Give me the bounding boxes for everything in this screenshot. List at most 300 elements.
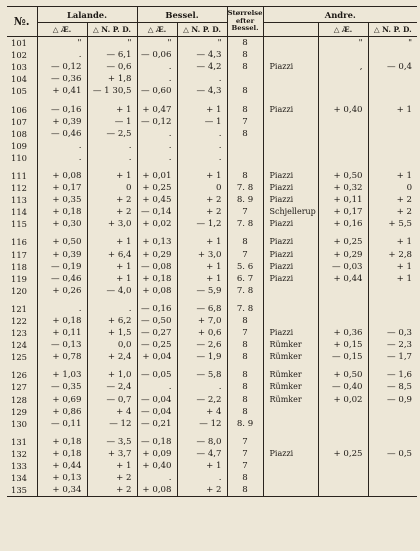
lalande-delta-npd-cell: — 1: [87, 116, 137, 128]
lalande-delta-npd-cell: + 6,2: [87, 315, 137, 327]
subheader-row: [7, 23, 417, 37]
andre-delta-npd-cell: — 1,6: [368, 369, 417, 381]
observer-name-cell: Piazzi: [263, 249, 318, 261]
table-row: [7, 418, 417, 430]
lalande-delta-npd-cell: + 1,0: [87, 369, 137, 381]
star-number-cell: 107: [11, 116, 27, 127]
bessel-delta-npd-cell: + 1: [177, 273, 227, 285]
bessel-delta-ar-cell: — 0,18: [137, 436, 177, 448]
andre-delta-ar-cell: + 0,50: [318, 170, 368, 182]
table-row: [7, 436, 417, 448]
andre-delta-ar-cell: + 0,11: [318, 194, 368, 206]
bessel-delta-ar-cell: + 0,02: [137, 218, 177, 230]
observer-name-cell: Rümker: [263, 381, 318, 393]
lalande-delta-npd-cell: .: [87, 152, 137, 164]
bessel-delta-npd-cell: .: [177, 152, 227, 164]
bessel-delta-ar-cell: + 0,13: [137, 236, 177, 248]
bessel-delta-ar-cell: + 0,08: [137, 484, 177, 497]
andre-delta-npd-cell: + 1: [368, 261, 417, 273]
table-row: [7, 381, 417, 393]
lalande-delta-npd-cell: — 0,7: [87, 394, 137, 406]
table-row: [7, 182, 417, 194]
magnitude-cell: 8: [227, 351, 263, 363]
bessel-delta-ar-cell: + 0,01: [137, 170, 177, 182]
magnitude-cell: 8: [227, 128, 263, 140]
magnitude-cell: 7: [227, 249, 263, 261]
table-row: [7, 128, 417, 140]
andre-delta-ar-cell: + 0,29: [318, 249, 368, 261]
bessel-delta-ar-cell: — 0,14: [137, 206, 177, 218]
observer-name-cell: [263, 85, 318, 97]
lalande-delta-npd-cell: + 2,4: [87, 351, 137, 363]
andre-delta-ar-cell: — 0,40: [318, 381, 368, 393]
lalande-delta-npd-cell: — 12: [87, 418, 137, 430]
star-number-cell: 119: [11, 273, 27, 284]
bessel-delta-npd-header: △ N. P. D.: [177, 23, 227, 37]
star-number-cell: 117: [11, 249, 27, 260]
bessel-delta-npd-cell: + 2: [177, 194, 227, 206]
andre-delta-npd-header: △ N. P. D.: [368, 23, 417, 37]
table-row: [7, 140, 417, 152]
bessel-delta-npd-cell: — 4,3: [177, 85, 227, 97]
bessel-delta-npd-cell: .: [177, 73, 227, 85]
magnitude-cell: 8: [227, 61, 263, 73]
observer-name-header: [263, 23, 318, 37]
magnitude-cell: 7. 8: [227, 285, 263, 297]
table-row: [7, 339, 417, 351]
star-number-cell: 111: [11, 170, 27, 181]
andre-delta-npd-cell: — 0,9: [368, 394, 417, 406]
andre-delta-ar-cell: + 0,02: [318, 394, 368, 406]
lalande-delta-ar-cell: — 0,11: [37, 418, 87, 430]
andre-delta-ar-cell: + 0,25: [318, 448, 368, 460]
andre-delta-ar-cell: [318, 285, 368, 297]
table-row: [7, 369, 417, 381]
table-row: [7, 327, 417, 339]
lalande-delta-ar-cell: .: [37, 303, 87, 315]
star-number-cell: 128: [11, 394, 27, 405]
bessel-delta-npd-cell: + 0,6: [177, 327, 227, 339]
andre-delta-npd-cell: — 0,3: [368, 327, 417, 339]
table-row: [7, 472, 417, 484]
magnitude-cell: 8: [227, 381, 263, 393]
star-number-cell: 133: [11, 461, 27, 472]
magnitude-cell: 8: [227, 170, 263, 182]
bessel-delta-npd-cell: — 6,8: [177, 303, 227, 315]
observer-name-cell: Piazzi: [263, 103, 318, 115]
table-row: [7, 194, 417, 206]
bessel-delta-npd-cell: — 5,9: [177, 285, 227, 297]
table-row: [7, 448, 417, 460]
star-number-cell: 132: [11, 448, 27, 459]
table-row: [7, 116, 417, 128]
star-number-cell: 121: [11, 303, 27, 314]
observer-name-cell: [263, 152, 318, 164]
andre-delta-npd-cell: + 5,5: [368, 218, 417, 230]
bessel-delta-npd-cell: — 8,0: [177, 436, 227, 448]
bessel-delta-ar-cell: .: [137, 381, 177, 393]
andre-delta-npd-cell: [368, 406, 417, 418]
andre-delta-npd-cell: [368, 49, 417, 61]
bessel-delta-ar-cell: ": [137, 37, 177, 50]
lalande-delta-ar-cell: — 0,13: [37, 339, 87, 351]
bessel-delta-ar-cell: — 0,50: [137, 315, 177, 327]
observer-name-cell: Piazzi: [263, 327, 318, 339]
lalande-delta-npd-cell: + 1: [87, 460, 137, 472]
andre-delta-npd-cell: + 2: [368, 194, 417, 206]
andre-delta-npd-cell: [368, 152, 417, 164]
lalande-delta-npd-cell: + 2: [87, 484, 137, 497]
lalande-delta-ar-cell: + 0,86: [37, 406, 87, 418]
bessel-delta-ar-cell: — 0,21: [137, 418, 177, 430]
observer-name-cell: Schjellerup: [263, 206, 318, 218]
observer-name-cell: Piazzi: [263, 61, 318, 73]
lalande-delta-ar-cell: + 0,44: [37, 460, 87, 472]
header-row: [7, 7, 417, 23]
star-number-cell: 115: [11, 219, 27, 230]
andre-delta-npd-cell: + 1: [368, 103, 417, 115]
lalande-delta-ar-cell: .: [37, 49, 87, 61]
bessel-delta-npd-cell: — 4,3: [177, 49, 227, 61]
magnitude-cell: 8: [227, 236, 263, 248]
andre-delta-npd-cell: — 2,3: [368, 339, 417, 351]
andre-delta-npd-cell: [368, 128, 417, 140]
bessel-delta-ar-cell: .: [137, 472, 177, 484]
bessel-delta-ar-cell: + 0,04: [137, 351, 177, 363]
table-row: [7, 236, 417, 248]
star-number-cell: 116: [11, 237, 27, 248]
table-row: [7, 103, 417, 115]
observer-name-cell: [263, 37, 318, 50]
bessel-delta-ar-cell: — 0,27: [137, 327, 177, 339]
bessel-header: Bessel.: [137, 7, 227, 23]
bessel-delta-ar-cell: — 0,05: [137, 369, 177, 381]
andre-delta-ar-cell: [318, 484, 368, 497]
bessel-delta-npd-cell: + 1: [177, 170, 227, 182]
andre-delta-ar-cell: [318, 140, 368, 152]
star-number-cell: 122: [11, 316, 27, 327]
star-number-cell: 105: [11, 86, 27, 97]
bessel-delta-ar-cell: .: [137, 152, 177, 164]
lalande-delta-ar-cell: + 0,17: [37, 182, 87, 194]
table-row: [7, 73, 417, 85]
andre-delta-ar-cell: [318, 116, 368, 128]
lalande-delta-npd-cell: — 2,5: [87, 128, 137, 140]
andre-delta-ar-cell: [318, 303, 368, 315]
bessel-delta-npd-cell: 0: [177, 182, 227, 194]
observer-name-cell: [263, 315, 318, 327]
lalande-delta-npd-cell: .: [87, 303, 137, 315]
lalande-delta-ar-cell: + 0,41: [37, 85, 87, 97]
bessel-delta-ar-cell: — 0,60: [137, 85, 177, 97]
observer-name-cell: [263, 49, 318, 61]
andre-delta-npd-cell: [368, 484, 417, 497]
magnitude-cell: 7: [227, 436, 263, 448]
andre-delta-npd-cell: [368, 140, 417, 152]
star-number-cell: 124: [11, 340, 27, 351]
star-number-cell: 108: [11, 128, 27, 139]
star-number-cell: 114: [11, 207, 27, 218]
table-row: [7, 49, 417, 61]
table-row: [7, 37, 417, 50]
bessel-delta-ar-cell: — 0,12: [137, 116, 177, 128]
lalande-delta-ar-cell: ": [37, 37, 87, 50]
star-number-cell: 109: [11, 140, 27, 151]
lalande-delta-ar-cell: .: [37, 140, 87, 152]
observer-name-cell: Piazzi: [263, 194, 318, 206]
bessel-delta-npd-cell: + 4: [177, 406, 227, 418]
magnitude-cell: 7: [227, 460, 263, 472]
star-number-cell: 130: [11, 418, 27, 429]
observer-name-cell: [263, 460, 318, 472]
lalande-delta-npd-cell: + 2: [87, 472, 137, 484]
andre-delta-ar-cell: [318, 418, 368, 430]
bessel-delta-npd-cell: — 5,8: [177, 369, 227, 381]
table-row: [7, 85, 417, 97]
observer-name-cell: [263, 303, 318, 315]
lalande-delta-npd-cell: — 4,0: [87, 285, 137, 297]
star-number-cell: 134: [11, 473, 27, 484]
lalande-delta-npd-cell: ": [87, 37, 137, 50]
andre-delta-npd-cell: + 1: [368, 170, 417, 182]
andre-delta-npd-cell: + 1: [368, 273, 417, 285]
magnitude-cell: 7. 8: [227, 182, 263, 194]
lalande-delta-ar-cell: + 0,26: [37, 285, 87, 297]
star-number-cell: 110: [11, 152, 27, 163]
table-row: [7, 170, 417, 182]
observer-name-cell: [263, 285, 318, 297]
lalande-delta-ar-cell: + 0,30: [37, 218, 87, 230]
lalande-header: Lalande.: [37, 7, 137, 23]
lalande-delta-ar-cell: — 0,46: [37, 273, 87, 285]
andre-delta-npd-cell: [368, 285, 417, 297]
bessel-delta-npd-cell: — 2,6: [177, 339, 227, 351]
magnitude-cell: 8: [227, 472, 263, 484]
lalande-delta-npd-cell: — 6,1: [87, 49, 137, 61]
magnitude-cell: 7: [227, 116, 263, 128]
magnitude-cell: 8. 9: [227, 418, 263, 430]
bessel-delta-npd-cell: — 1,2: [177, 218, 227, 230]
observer-name-cell: Rümker: [263, 369, 318, 381]
magnitude-header-line-2: efter: [235, 16, 255, 25]
bessel-delta-npd-cell: .: [177, 381, 227, 393]
bessel-delta-ar-cell: + 0,47: [137, 103, 177, 115]
lalande-delta-npd-cell: + 2: [87, 194, 137, 206]
lalande-delta-ar-cell: — 0,35: [37, 381, 87, 393]
magnitude-cell: 8: [227, 394, 263, 406]
lalande-delta-npd-cell: — 2,4: [87, 381, 137, 393]
bessel-delta-ar-cell: + 0,18: [137, 273, 177, 285]
andre-delta-ar-cell: + 0,17: [318, 206, 368, 218]
andre-header: Andre.: [263, 7, 417, 23]
andre-delta-npd-cell: ": [368, 37, 417, 50]
lalande-delta-npd-cell: + 1,8: [87, 73, 137, 85]
star-number-cell: 106: [11, 104, 27, 115]
lalande-delta-ar-cell: + 0,50: [37, 236, 87, 248]
andre-delta-ar-cell: [318, 73, 368, 85]
bessel-delta-ar-cell: — 0,04: [137, 394, 177, 406]
observer-name-cell: [263, 418, 318, 430]
andre-delta-ar-cell: + 0,25: [318, 236, 368, 248]
andre-delta-ar-cell: + 0,36: [318, 327, 368, 339]
andre-delta-ar-cell: + 0,32: [318, 182, 368, 194]
bessel-delta-ar-cell: + 0,25: [137, 182, 177, 194]
star-number-cell: 103: [11, 62, 27, 73]
table-row: [7, 152, 417, 164]
bessel-delta-ar-header: △ Æ.: [137, 23, 177, 37]
bessel-delta-npd-cell: + 1: [177, 261, 227, 273]
andre-delta-npd-cell: — 8,5: [368, 381, 417, 393]
andre-delta-npd-cell: — 0,5: [368, 448, 417, 460]
lalande-delta-npd-cell: + 3,0: [87, 218, 137, 230]
star-number-cell: 101: [11, 38, 27, 49]
magnitude-cell: 7: [227, 206, 263, 218]
andre-delta-ar-cell: [318, 436, 368, 448]
andre-delta-ar-cell: [318, 315, 368, 327]
bessel-delta-ar-cell: + 0,08: [137, 285, 177, 297]
magnitude-cell: 7. 8: [227, 303, 263, 315]
andre-delta-ar-cell: + 0,16: [318, 218, 368, 230]
lalande-delta-ar-cell: .: [37, 152, 87, 164]
magnitude-cell: 8: [227, 49, 263, 61]
star-number-cell: 120: [11, 285, 27, 296]
magnitude-cell: 8: [227, 85, 263, 97]
lalande-delta-npd-header: △ N. P. D.: [87, 23, 137, 37]
table-row: [7, 484, 417, 497]
lalande-delta-npd-cell: — 1 30,5: [87, 85, 137, 97]
star-number-cell: 118: [11, 261, 27, 272]
andre-delta-npd-cell: — 1,7: [368, 351, 417, 363]
bessel-delta-ar-cell: + 0,09: [137, 448, 177, 460]
andre-delta-ar-cell: + 0,50: [318, 369, 368, 381]
table-row: [7, 206, 417, 218]
magnitude-cell: 8. 9: [227, 194, 263, 206]
observer-name-cell: Piazzi: [263, 218, 318, 230]
star-number-cell: 125: [11, 352, 27, 363]
magnitude-cell: 8: [227, 339, 263, 351]
bessel-delta-ar-cell: + 0,40: [137, 460, 177, 472]
table-body: [7, 37, 417, 497]
lalande-delta-npd-cell: + 1: [87, 170, 137, 182]
lalande-delta-ar-cell: + 0,18: [37, 448, 87, 460]
andre-delta-ar-cell: [318, 152, 368, 164]
lalande-delta-npd-cell: + 2: [87, 206, 137, 218]
andre-delta-ar-cell: [318, 460, 368, 472]
lalande-delta-ar-cell: — 0,36: [37, 73, 87, 85]
andre-delta-npd-cell: [368, 303, 417, 315]
lalande-delta-npd-cell: 0: [87, 182, 137, 194]
andre-delta-npd-cell: + 2,8: [368, 249, 417, 261]
andre-delta-ar-cell: [318, 406, 368, 418]
lalande-delta-npd-cell: — 3,5: [87, 436, 137, 448]
star-number-cell: 127: [11, 382, 27, 393]
lalande-delta-ar-cell: + 0,39: [37, 249, 87, 261]
bessel-delta-npd-cell: — 1: [177, 116, 227, 128]
bessel-delta-npd-cell: + 1: [177, 460, 227, 472]
bessel-delta-npd-cell: — 2,2: [177, 394, 227, 406]
bessel-delta-npd-cell: + 7,0: [177, 315, 227, 327]
lalande-delta-npd-cell: + 4: [87, 406, 137, 418]
lalande-delta-ar-cell: — 0,12: [37, 61, 87, 73]
andre-delta-npd-cell: [368, 73, 417, 85]
lalande-delta-npd-cell: + 1: [87, 236, 137, 248]
andre-delta-ar-cell: + 0,40: [318, 103, 368, 115]
observer-name-cell: Piazzi: [263, 236, 318, 248]
observer-name-cell: Piazzi: [263, 448, 318, 460]
table-row: [7, 285, 417, 297]
andre-delta-npd-cell: [368, 116, 417, 128]
observer-name-cell: Rümker: [263, 394, 318, 406]
andre-delta-npd-cell: [368, 436, 417, 448]
bessel-delta-ar-cell: .: [137, 73, 177, 85]
lalande-delta-npd-cell: + 1: [87, 273, 137, 285]
lalande-delta-ar-cell: + 0,18: [37, 436, 87, 448]
lalande-delta-ar-cell: + 1,03: [37, 369, 87, 381]
observer-name-cell: Rümker: [263, 339, 318, 351]
bessel-delta-npd-cell: .: [177, 128, 227, 140]
bessel-delta-npd-cell: + 1: [177, 236, 227, 248]
magnitude-cell: 7: [227, 327, 263, 339]
lalande-delta-npd-cell: + 1,5: [87, 327, 137, 339]
observer-name-cell: [263, 73, 318, 85]
magnitude-cell: [227, 73, 263, 85]
bessel-delta-npd-cell: — 12: [177, 418, 227, 430]
lalande-delta-npd-cell: + 1: [87, 103, 137, 115]
observer-name-cell: Piazzi: [263, 261, 318, 273]
observer-name-cell: [263, 140, 318, 152]
lalande-delta-ar-header: △ Æ.: [37, 23, 87, 37]
andre-delta-ar-cell: + 0,15: [318, 339, 368, 351]
bessel-delta-npd-cell: .: [177, 140, 227, 152]
andre-delta-ar-cell: — 0,15: [318, 351, 368, 363]
lalande-delta-ar-cell: + 0,35: [37, 194, 87, 206]
bessel-delta-ar-cell: .: [137, 140, 177, 152]
bessel-delta-npd-cell: + 2: [177, 484, 227, 497]
lalande-delta-ar-cell: — 0,46: [37, 128, 87, 140]
magnitude-header-line-3: Bessel.: [231, 24, 259, 33]
bessel-delta-ar-cell: .: [137, 61, 177, 73]
bessel-delta-npd-cell: + 3,0: [177, 249, 227, 261]
table-row: [7, 406, 417, 418]
andre-delta-npd-cell: [368, 85, 417, 97]
lalande-delta-npd-cell: + 1: [87, 261, 137, 273]
observer-name-cell: Rümker: [263, 351, 318, 363]
observer-name-cell: [263, 406, 318, 418]
andre-delta-npd-cell: [368, 472, 417, 484]
table-row: [7, 249, 417, 261]
number-header: №.: [7, 7, 37, 37]
magnitude-cell: 8: [227, 406, 263, 418]
lalande-delta-ar-cell: + 0,18: [37, 315, 87, 327]
andre-delta-ar-cell: + 0,44: [318, 273, 368, 285]
lalande-delta-ar-cell: + 0,11: [37, 327, 87, 339]
observer-name-cell: Piazzi: [263, 182, 318, 194]
bessel-delta-npd-cell: — 4,7: [177, 448, 227, 460]
bessel-delta-ar-cell: — 0,06: [137, 49, 177, 61]
lalande-delta-ar-cell: + 0,69: [37, 394, 87, 406]
andre-delta-ar-cell: [318, 128, 368, 140]
bessel-delta-npd-cell: — 4,2: [177, 61, 227, 73]
magnitude-cell: 8: [227, 315, 263, 327]
andre-delta-ar-header: △ Æ.: [318, 23, 368, 37]
bessel-delta-npd-cell: ": [177, 37, 227, 50]
andre-delta-npd-cell: + 2: [368, 206, 417, 218]
bessel-delta-ar-cell: — 0,08: [137, 261, 177, 273]
andre-delta-npd-cell: [368, 460, 417, 472]
lalande-delta-ar-cell: + 0,34: [37, 484, 87, 497]
table-row: [7, 351, 417, 363]
magnitude-cell: 6. 7: [227, 273, 263, 285]
